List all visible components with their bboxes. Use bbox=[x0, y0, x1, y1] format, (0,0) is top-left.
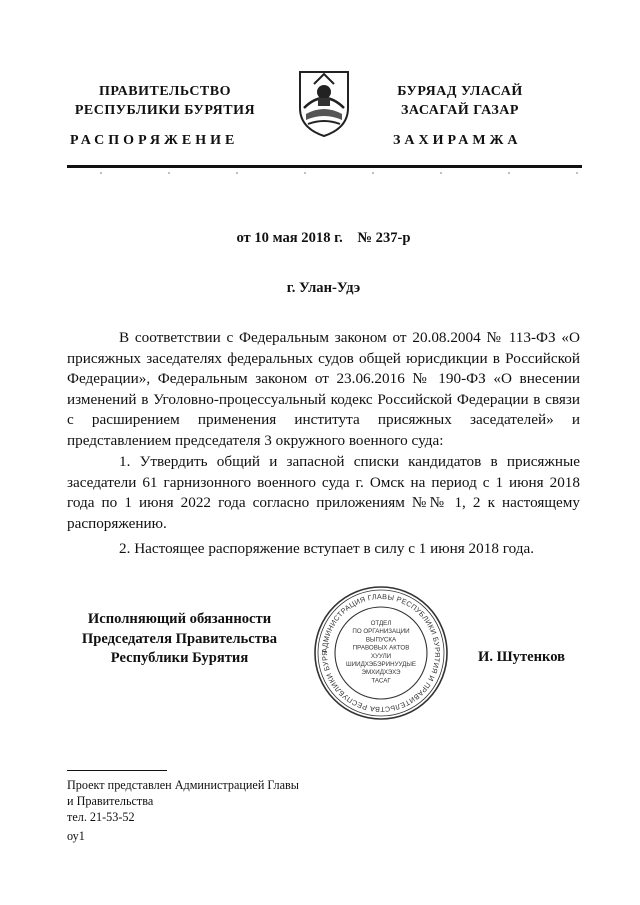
signatory-title-line1: Исполняющий обязанности bbox=[87, 611, 272, 627]
footer-divider bbox=[67, 770, 167, 771]
item-2-text: 2. Настоящее распоряжение вступает в силу с 1 июня 2018 года. bbox=[119, 540, 534, 557]
signatory-title bbox=[67, 610, 292, 669]
stamp-inner-line: ОТДЕЛ bbox=[370, 620, 392, 627]
footer-line2: и Правительства bbox=[67, 794, 154, 808]
org-name-bua-line2: ЗАСАГАЙ ГАЗАР bbox=[401, 103, 519, 118]
date-number: от 10 мая 2018 г. № 237-р bbox=[236, 230, 411, 246]
stamp-outer-text: АДМИНИСТРАЦИЯ ГЛАВЫ РЕСПУБЛИКИ БУРЯТИЯ И ПРАВИТЕЛЬСТВА РЕСПУБЛИКИ БУРЯ bbox=[319, 591, 443, 715]
stamp-inner-line: ТАСАГ bbox=[371, 677, 391, 685]
header-divider bbox=[67, 165, 582, 168]
org-name-ru-line1: ПРАВИТЕЛЬСТВО bbox=[99, 84, 231, 99]
coat-of-arms-icon bbox=[296, 68, 352, 138]
signatory-name: И. Шутенков bbox=[478, 649, 566, 665]
header-dotted-line bbox=[67, 172, 582, 174]
footer-line3: тел. 21-53-52 bbox=[67, 810, 135, 824]
doc-type-ru: РАСПОРЯЖЕНИЕ bbox=[70, 133, 239, 148]
org-name-bua-line1: БУРЯАД УЛАСАЙ bbox=[397, 84, 523, 99]
header-left bbox=[70, 82, 260, 120]
stamp-inner-line: ВЫПУСКА bbox=[365, 636, 397, 644]
city: г. Улан-Удэ bbox=[286, 280, 361, 296]
stamp-inner-line: ХУУЛИ bbox=[370, 652, 392, 660]
header-right bbox=[380, 82, 540, 120]
footer-note bbox=[67, 777, 299, 825]
item-2-block bbox=[67, 539, 580, 560]
org-name-ru-line2: РЕСПУБЛИКИ БУРЯТИЯ bbox=[74, 103, 256, 118]
stamp-inner-text bbox=[346, 620, 416, 684]
signatory-title-line3: Республики Бурятия bbox=[110, 650, 249, 666]
stamp-inner-line: ПО ОРГАНИЗАЦИИ bbox=[352, 628, 410, 636]
item-1-block bbox=[67, 452, 580, 534]
doc-type-bua: ЗАХИРАМЖА bbox=[393, 133, 522, 148]
footer-code: оу1 bbox=[67, 829, 85, 843]
item-1-text: 1. Утвердить общий и запасной списки кандидатов в присяжные заседатели 61 гарнизонного военного суда г. Омск на период с 1 июня 2018 года по 1 июня 2022 года согласно приложениям №№ 1, 2 к настоящему распоряжению. bbox=[67, 453, 580, 532]
preamble-block bbox=[67, 328, 580, 452]
stamp-inner-line: ШИИДХЭБЭРИНУУДЫЕ bbox=[346, 661, 416, 668]
stamp-inner-line: ЭМХИДХЭХЭ bbox=[361, 669, 401, 677]
preamble-text: В соответствии с Федеральным законом от 20.08.2004 № 113-ФЗ «О присяжных заседателях федеральных судов общей юрисдикции в Российской Федерации», Федеральным законом от 23.06.2016 № 190-ФЗ «О внесении изменений в Уголовно-процессуальный кодекс Российской Федерации в связи с расширением применения института присяжных заседателей» и представлением председателя 3 окружного военного суда: bbox=[67, 329, 580, 449]
signatory-title-line2: Председателя Правительства bbox=[81, 630, 278, 647]
footer-line1: Проект представлен Администрацией Главы bbox=[67, 778, 299, 792]
official-stamp bbox=[313, 585, 449, 721]
stamp-inner-line: ПРАВОВЫХ АКТОВ bbox=[352, 644, 410, 652]
